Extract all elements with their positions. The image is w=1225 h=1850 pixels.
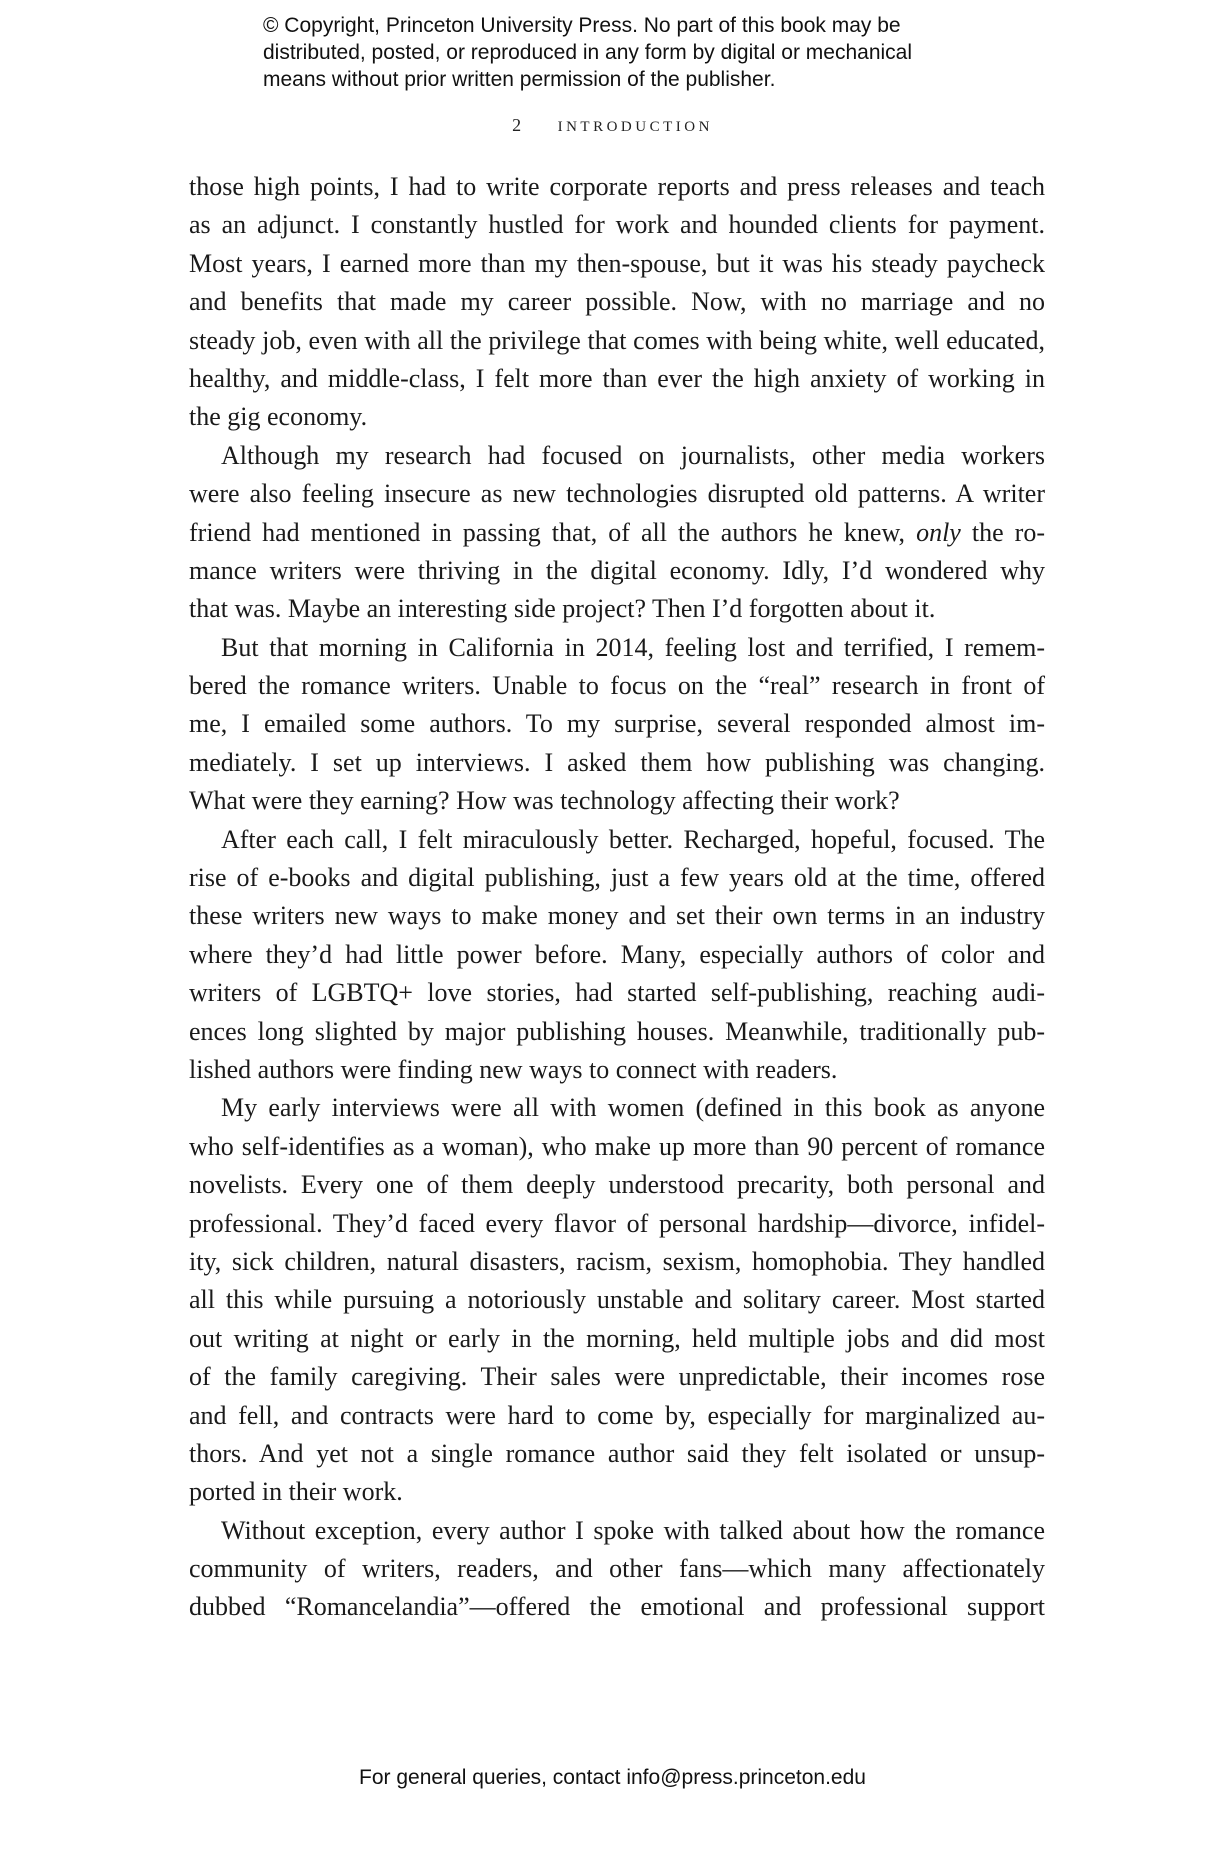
page-number: 2 <box>512 115 525 135</box>
body-text <box>189 168 1045 1627</box>
text-line: those high points, I had to write corporate reports and press releases and teach <box>189 172 1045 201</box>
text-line: professional. They’d faced every flavor of personal hardship—divorce, infidel- <box>189 1208 1045 1238</box>
text-line: What were they earning? How was technology affecting their work? <box>189 786 900 816</box>
text-line: lished authors were finding new ways to connect with readers. <box>189 1054 838 1084</box>
text-line: thors. And yet not a single romance author said they felt isolated or unsup- <box>189 1438 1045 1468</box>
text-line: out writing at night or early in the morning, held multiple jobs and did most <box>189 1323 1045 1353</box>
text-line: Most years, I earned more than my then-spouse, but it was his steady paycheck <box>189 248 1045 278</box>
text-line: mediately. I set up interviews. I asked them how publishing was changing. <box>189 747 1045 777</box>
text-line: all this while pursuing a notoriously unstable and solitary career. Most started <box>189 1285 1045 1315</box>
copyright-line: distributed, posted, or reproduced in any form by digital or mechanical <box>263 41 913 64</box>
text-line: After each call, I felt miraculously better. Recharged, hopeful, focused. The <box>221 824 1045 854</box>
text-line: steady job, even with all the privilege that comes with being white, well educated, <box>189 325 1045 355</box>
text-line: where they’d had little power before. Many, especially authors of color and <box>189 939 1045 969</box>
text-line: But that morning in California in 2014, feeling lost and terrified, I remem- <box>221 632 1045 662</box>
text-line: friend had mentioned in passing that, of all the authors he knew, only the ro- <box>189 517 1045 547</box>
text-line: mance writers were thriving in the digital economy. Idly, I’d wondered why <box>189 555 1045 585</box>
text-line: Although my research had focused on journalists, other media workers <box>221 440 1045 470</box>
text-line: bered the romance writers. Unable to focus on the “real” research in front of <box>189 671 1045 701</box>
text-line: ity, sick children, natural disasters, racism, sexism, homophobia. They handled <box>189 1246 1045 1276</box>
copyright-line: means without prior written permission of the publisher. <box>263 68 776 91</box>
copyright-line: © Copyright, Princeton University Press. No part of this book may be <box>263 14 901 37</box>
text-line: novelists. Every one of them deeply understood precarity, both personal and <box>189 1170 1045 1200</box>
text-line: who self-identifies as a woman), who make up more than 90 percent of romance <box>189 1131 1045 1161</box>
text-line: community of writers, readers, and other fans—which many affectionately <box>189 1554 1045 1584</box>
text-line: of the family caregiving. Their sales were unpredictable, their incomes rose <box>189 1362 1045 1392</box>
text-line: me, I emailed some authors. To my surprise, several responded almost im- <box>189 709 1045 739</box>
section-title: introduction <box>557 112 713 136</box>
text-line: and fell, and contracts were hard to come by, especially for marginalized au- <box>189 1400 1045 1430</box>
copyright-notice <box>263 12 1023 93</box>
text-line: healthy, and middle-class, I felt more than ever the high anxiety of working in <box>189 363 1045 393</box>
text-line: that was. Maybe an interesting side project? Then I’d forgotten about it. <box>189 594 936 624</box>
text-line: writers of LGBTQ+ love stories, had started self-publishing, reaching audi- <box>189 978 1045 1008</box>
text-line: the gig economy. <box>189 402 368 432</box>
text-line: rise of e-books and digital publishing, just a few years old at the time, offered <box>189 863 1045 893</box>
emphasis-text: only <box>916 517 961 547</box>
running-head <box>0 112 1225 137</box>
text-line: ences long slighted by major publishing houses. Meanwhile, traditionally pub- <box>189 1016 1045 1046</box>
text-line: and benefits that made my career possible. Now, with no marriage and no <box>189 287 1045 317</box>
text-line: were also feeling insecure as new technologies disrupted old patterns. A writer <box>189 479 1045 509</box>
text-line: ported in their work. <box>189 1477 403 1507</box>
text-line: dubbed “Romancelandia”—offered the emotional and professional support <box>189 1592 1045 1622</box>
text-line: as an adjunct. I constantly hustled for work and hounded clients for payment. <box>189 210 1045 240</box>
text-line: these writers new ways to make money and set their own terms in an industry <box>189 901 1045 931</box>
footer-contact: For general queries, contact info@press.princeton.edu <box>359 1766 866 1789</box>
text-line: Without exception, every author I spoke with talked about how the romance <box>221 1515 1045 1545</box>
text-line: My early interviews were all with women (defined in this book as anyone <box>221 1093 1045 1123</box>
